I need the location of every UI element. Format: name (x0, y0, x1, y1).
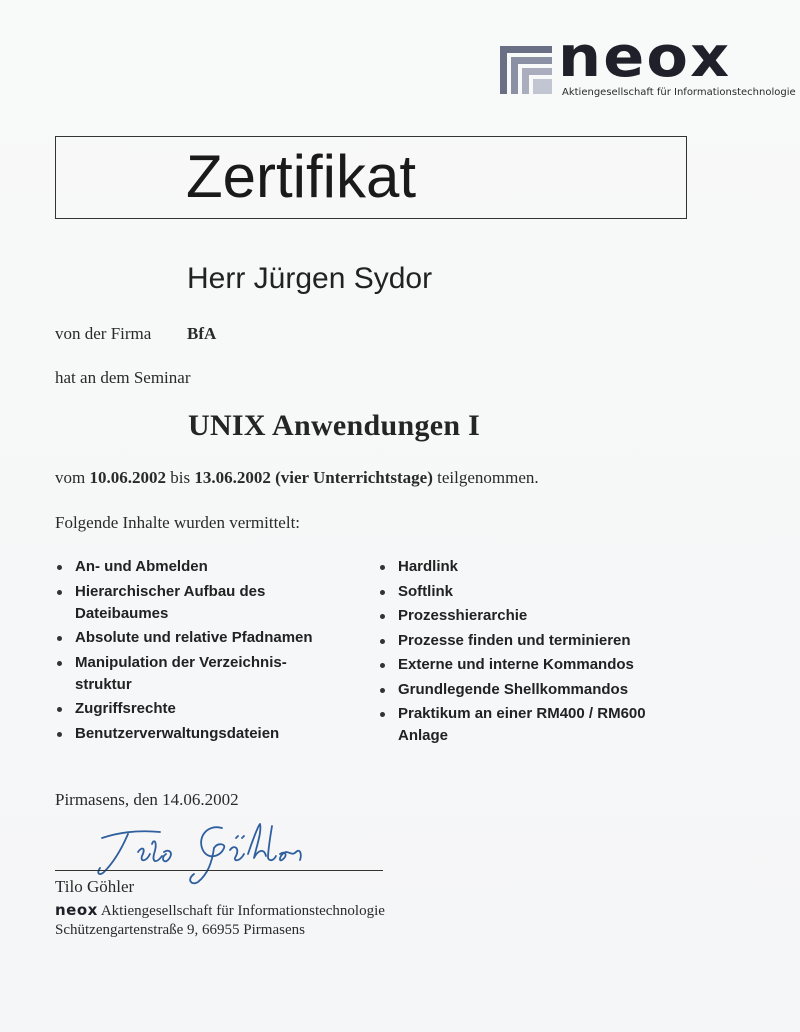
date-suffix: teilgenommen. (437, 468, 539, 487)
footer-address: Schützengartenstraße 9, 66955 Pirmasens (55, 922, 305, 938)
company-name: BfA (187, 324, 217, 343)
company-line (55, 324, 216, 344)
list-item: Benutzerverwaltungsdateien (55, 723, 355, 745)
signer-name: Tilo Göhler (55, 877, 135, 896)
certificate-title: Zertifikat (186, 143, 417, 210)
list-item: Hierarchischer Aufbau des Dateibaumes (55, 581, 355, 625)
signature-line (55, 870, 383, 871)
footer-brand: neox (55, 901, 98, 919)
list-item: An- und Abmelden (55, 556, 355, 578)
company-label: von der Firma (55, 324, 152, 343)
date-prefix: vom (55, 468, 86, 487)
list-item: Absolute und relative Pfadnamen (55, 627, 355, 649)
list-item: Zugriffsrechte (55, 698, 355, 720)
list-item: Praktikum an einer RM400 / RM600 Anlage (378, 703, 698, 747)
list-item: Softlink (378, 581, 698, 603)
list-item: Externe und interne Kommandos (378, 654, 698, 676)
contents-intro: Folgende Inhalte wurden vermittelt: (55, 513, 301, 532)
neox-logo (498, 25, 796, 102)
list-item: Manipulation der Verzeichnis- struktur (55, 652, 355, 696)
seminar-title: UNIX Anwendungen I (188, 409, 481, 442)
topics-list-right (378, 556, 698, 750)
list-item: Grundlegende Shellkommandos (378, 679, 698, 701)
recipient-name: Herr Jürgen Sydor (187, 262, 433, 295)
topics-list-left (55, 556, 355, 747)
neox-logo-tagline: Aktiengesellschaft für Informationstechnologie (562, 87, 796, 98)
date-to-duration: 13.06.2002 (vier Unterrichtstage) (194, 468, 433, 487)
footer-company (55, 900, 385, 920)
title-frame (55, 136, 687, 219)
date-between: bis (170, 468, 191, 487)
seminar-intro: hat an dem Seminar (55, 368, 191, 387)
neox-logo-wordmark: neox (558, 25, 732, 90)
seminar-dates (55, 468, 539, 488)
footer-company-name: Aktiengesellschaft für Informationstechnologie (100, 903, 385, 919)
date-from: 10.06.2002 (89, 468, 166, 487)
neox-logo-mark-icon (500, 46, 552, 94)
place-and-date: Pirmasens, den 14.06.2002 (55, 790, 239, 809)
list-item: Prozesshierarchie (378, 605, 698, 627)
list-item: Prozesse finden und terminieren (378, 630, 698, 652)
list-item: Hardlink (378, 556, 698, 578)
